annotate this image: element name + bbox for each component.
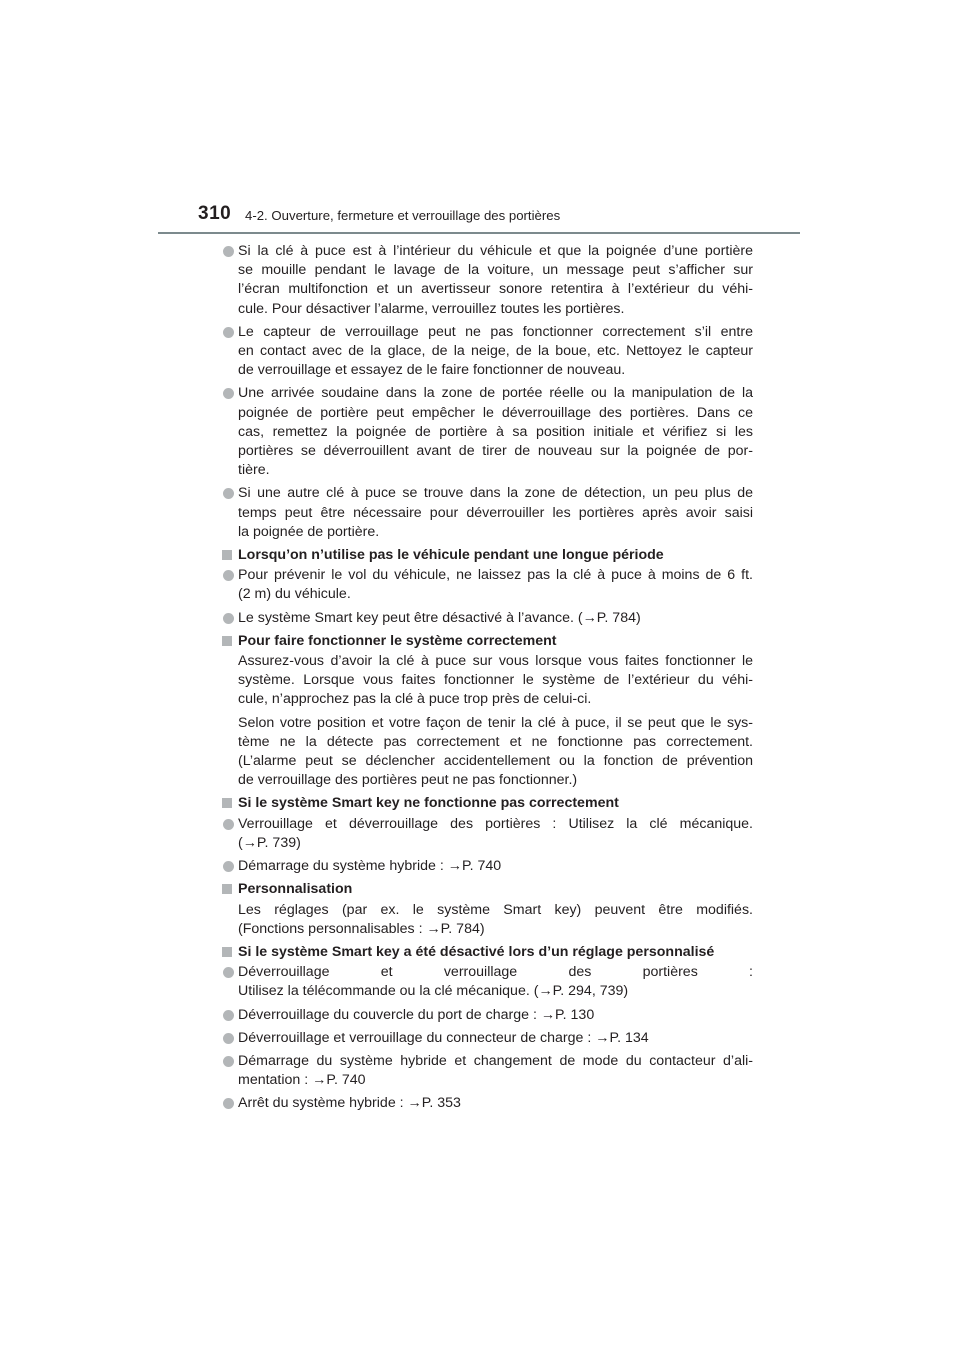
square-bullet-icon [222, 947, 232, 957]
text-line: portières se déverrouillent avant de tirer de nouveau sur la poignée de por- [238, 443, 753, 460]
bullet-item [222, 242, 753, 319]
header-divider [158, 232, 800, 234]
bullet-item [222, 323, 753, 381]
bullet-item [222, 566, 753, 604]
bullet-item [222, 1094, 753, 1113]
page-content [222, 242, 753, 1118]
circle-bullet-icon [223, 327, 234, 338]
circle-bullet-icon [223, 488, 234, 499]
text-line: cas, remettez la poignée de portière à sa position initiale et vérifiez si les [238, 423, 753, 440]
square-bullet-icon [222, 798, 232, 808]
paragraph [222, 714, 753, 791]
circle-bullet-icon [223, 1056, 234, 1067]
paragraph [222, 901, 753, 939]
text-line: Les réglages (par ex. le système Smart key) peuvent être modifiés. [238, 901, 753, 918]
text-line: Si la clé à puce est à l’intérieur du véhicule et que la poignée d’une portière [238, 243, 753, 259]
section-heading [222, 632, 753, 651]
bullet-item [222, 857, 753, 876]
heading-text: Personnalisation [238, 881, 353, 898]
bullet-item [222, 1029, 753, 1048]
heading-text: Lorsqu’on n’utilise pas le véhicule pendant une longue période [238, 547, 664, 564]
bullet-item [222, 484, 753, 542]
text-line: Démarrage du système hybride : →P. 740 [238, 858, 502, 875]
text-line: Si une autre clé à puce se trouve dans la zone de détection, un peu plus de [238, 485, 753, 502]
text-line: Arrêt du système hybride : →P. 353 [238, 1095, 461, 1112]
bullet-item [222, 963, 753, 1001]
text-line: Utilisez la télécommande ou la clé mécanique. (→P. 294, 739) [238, 983, 629, 1000]
text-line: (→P. 739) [238, 834, 301, 851]
text-line: poignée de portière peut empêcher le déverrouillage des portières. Dans ce [238, 404, 753, 421]
text-line: mentation : →P. 740 [238, 1072, 366, 1089]
text-line: de verrouillage et essayez de le faire fonctionner de nouveau. [238, 362, 626, 379]
bullet-item [222, 384, 753, 480]
text-line: système. Lorsque vous faites fonctionner le système de l’extérieur du véhi- [238, 672, 753, 689]
circle-bullet-icon [223, 1033, 234, 1044]
bullet-item [222, 609, 753, 628]
text-line: (Fonctions personnalisables : →P. 784) [238, 920, 485, 937]
section-heading [222, 546, 753, 565]
text-line: tème ne la détecte pas correctement et ne fonctionne pas correctement. [238, 733, 753, 750]
text-line: Démarrage du système hybride et changement de mode du contacteur d’ali- [238, 1052, 753, 1069]
circle-bullet-icon [223, 819, 234, 830]
text-line: l’écran multifonction et un avertisseur sonore retentira à l’extérieur du véhi- [238, 281, 753, 298]
text-line: tière. [238, 462, 270, 479]
text-line: Assurez-vous d’avoir la clé à puce sur vous lorsque vous faites fonctionner le [238, 653, 753, 670]
circle-bullet-icon [223, 1010, 234, 1021]
heading-text: Si le système Smart key ne fonctionne pas correctement [238, 795, 619, 812]
circle-bullet-icon [223, 246, 234, 257]
text-line: (L’alarme peut se déclencher accidentellement ou la fonction de prévention [238, 753, 753, 770]
bullet-item [222, 1006, 753, 1025]
text-line: Verrouillage et déverrouillage des portières : Utilisez la clé mécanique. [238, 815, 753, 832]
text-line: Déverrouillage du couvercle du port de charge : →P. 130 [238, 1006, 595, 1023]
page-number: 310 [198, 203, 232, 224]
circle-bullet-icon [223, 1098, 234, 1109]
circle-bullet-icon [223, 570, 234, 581]
circle-bullet-icon [223, 861, 234, 872]
text-line: de verrouillage des portières peut ne pas fonctionner.) [238, 772, 578, 789]
square-bullet-icon [222, 636, 232, 646]
text-line: en contact avec de la glace, de la neige, de la boue, etc. Nettoyez le capteur [238, 343, 753, 360]
text-line: Déverrouillage et verrouillage du connecteur de charge : →P. 134 [238, 1029, 649, 1046]
bullet-item [222, 815, 753, 853]
paragraph [222, 652, 753, 710]
text-line: Une arrivée soudaine dans la zone de portée réelle ou la manipulation de la [238, 385, 753, 402]
heading-text: Si le système Smart key a été désactivé lors d’un réglage personnalisé [238, 943, 715, 960]
text-line: Déverrouillage et verrouillage des portières : [238, 964, 753, 981]
circle-bullet-icon [223, 388, 234, 399]
text-line: (2 m) du véhicule. [238, 586, 351, 603]
circle-bullet-icon [223, 967, 234, 978]
text-line: Le capteur de verrouillage peut ne pas fonctionner correctement s’il entre [238, 323, 753, 340]
text-line: Selon votre position et votre façon de tenir la clé à puce, il se peut que le sys- [238, 714, 753, 731]
text-line: se mouille pendant le lavage de la voiture, un message peut s’afficher sur [238, 262, 753, 279]
text-line: cule, n’approchez pas la clé à puce trop près de celui-ci. [238, 691, 592, 708]
section-title: 4-2. Ouverture, fermeture et verrouillage des portières [245, 208, 561, 223]
square-bullet-icon [222, 884, 232, 894]
square-bullet-icon [222, 550, 232, 560]
text-line: Pour prévenir le vol du véhicule, ne laissez pas la clé à puce à moins de 6 ft. [238, 567, 753, 584]
text-line: Le système Smart key peut être désactivé à l’avance. (→P. 784) [238, 609, 641, 626]
circle-bullet-icon [223, 613, 234, 624]
section-heading [222, 880, 753, 899]
section-heading [222, 794, 753, 813]
bullet-item [222, 1052, 753, 1090]
text-line: cule. Pour désactiver l’alarme, verrouillez toutes les portières. [238, 300, 625, 317]
text-line: la poignée de portière. [238, 523, 380, 540]
section-heading [222, 943, 753, 962]
text-line: temps peut être nécessaire pour déverrouiller les portières après avoir saisi [238, 504, 753, 521]
heading-text: Pour faire fonctionner le système correctement [238, 632, 557, 649]
